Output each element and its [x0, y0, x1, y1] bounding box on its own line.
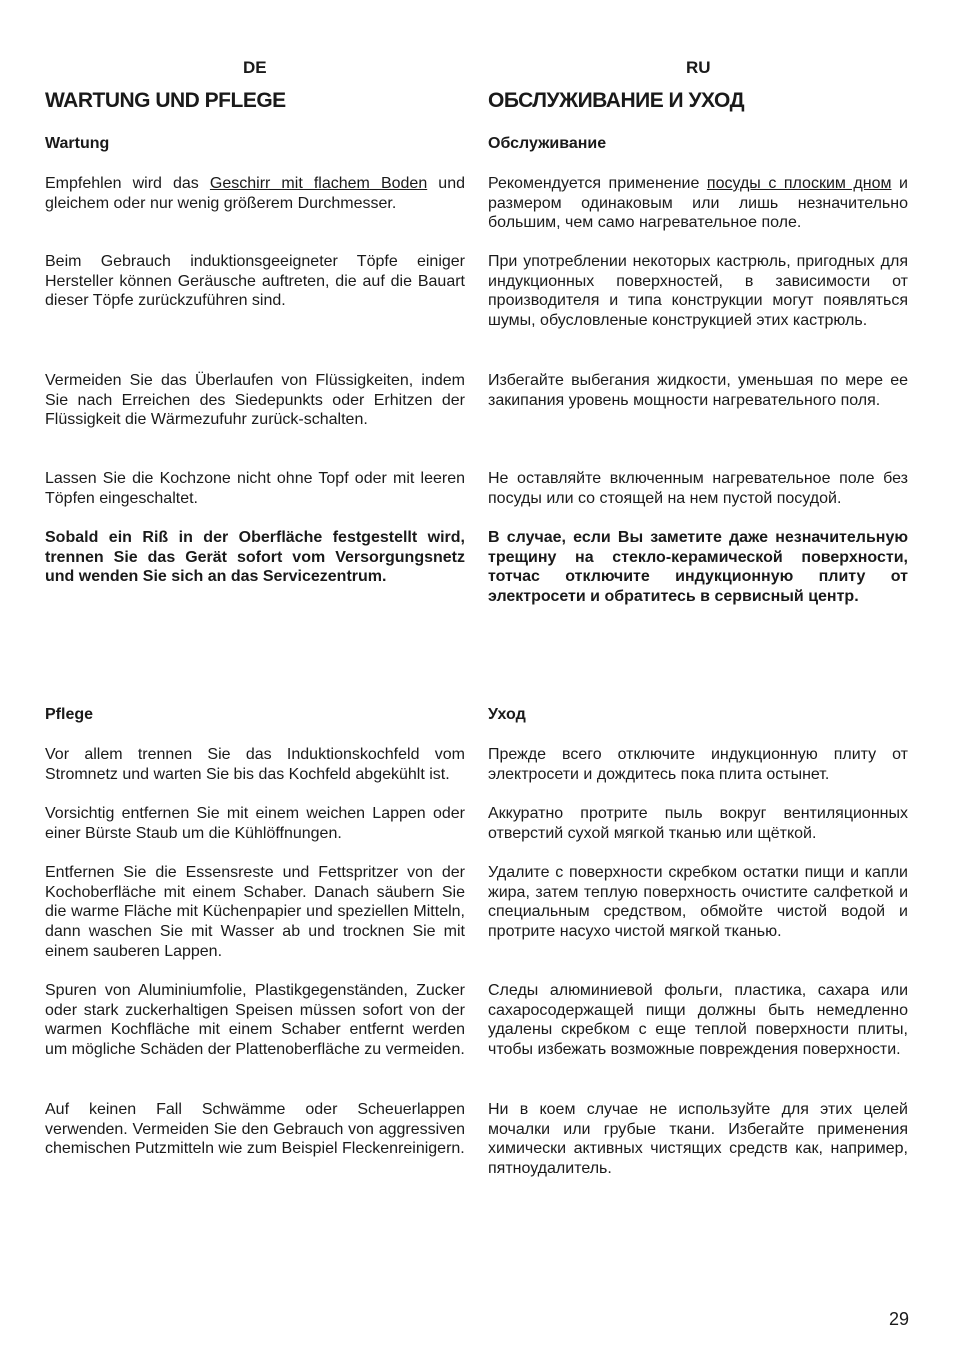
paragraph-de-6: Vor allem trennen Sie das Induktionskochfeld vom Stromnetz und warten Sie bis das Kochfeld abgekühlt ist. [45, 746, 465, 783]
section-title-ru: ОБСЛУЖИВАНИЕ И УХОД [488, 89, 745, 112]
paragraph-de-7: Vorsichtig entfernen Sie mit einem weichen Lappen oder einer Bürste Staub um die Kühlöffnungen. [45, 805, 465, 842]
paragraph-ru-9: Следы алюминиевой фольги, пластика, сахара или сахаросодержащей пищи должны быть немедленно удалены скребком с еще теплой поверхности плиты, чтобы избежать возможные повреждения поверхности. [488, 982, 908, 1059]
language-label-ru: RU [686, 58, 711, 77]
paragraph-ru-3: Избегайте выбегания жидкости, уменьшая по мере ее закипания уровень мощности нагревательного поля. [488, 372, 908, 409]
paragraph-de-1-text: Empfehlen wird das [45, 175, 210, 192]
paragraph-ru-6: Прежде всего отключите индукционную плиту от электросети и дождитесь пока плита остынет. [488, 746, 908, 783]
paragraph-de-9: Spuren von Aluminiumfolie, Plastikgegenständen, Zucker oder stark zuckerhaltigen Speisen müssen sofort von der warmen Kochfläche mit einem Schaber entfernt werden um mögliche Schäden der Plattenoberfläche zu vermeiden. [45, 982, 465, 1059]
paragraph-de-8: Entfernen Sie die Essensreste und Fettspritzer von der Kochoberfläche mit einem Schaber. Danach säubern Sie die warme Fläche mit Küchenpapier und speziellen Mitteln, dann waschen Sie mit Wasser ab und trocknen Sie mit einem sauberen Lappen. [45, 864, 465, 960]
paragraph-ru-8: Удалите с поверхности скребком остатки пищи и капли жира, затем теплую поверхность очистите салфеткой и специальным средством, обмойте чистой водой и протрите насухо чистой мягкой тканью. [488, 864, 908, 941]
language-label-de: DE [243, 58, 267, 77]
paragraph-de-3: Vermeiden Sie das Überlaufen von Flüssigkeiten, indem Sie nach Erreichen des Siedepunkts oder Erhitzen der Flüssigkeit die Wärmezufuhr zurück-schalten. [45, 372, 465, 429]
underlined-cookware-de: Geschirr mit flachem Boden [209, 175, 428, 192]
paragraph-ru-2: При употреблении некоторых кастрюль, пригодных для индукционных поверхностей, в зависимости от производителя и типа конструкции могут появляться шумы, обусловленые конструкцией этих кастрюль. [488, 253, 908, 330]
paragraph-ru-7: Аккуратно протрите пыль вокруг вентиляционных отверстий сухой мягкой тканью или щёткой. [488, 805, 908, 842]
paragraph-ru-4: Не оставляйте включенным нагревательное поле без посуды или со стоящей на нем пустой посудой. [488, 470, 908, 507]
warning-paragraph-de: Sobald ein Riß in der Oberfläche festgestellt wird, trennen Sie das Gerät sofort vom Versorgungsnetz und wenden Sie sich an das Servicezentrum. [45, 529, 465, 586]
paragraph-de-1 [45, 174, 465, 213]
paragraph-ru-1-text: Рекомендуется применение [488, 175, 707, 192]
page-number: 29 [888, 1309, 909, 1329]
paragraph-de-4: Lassen Sie die Kochzone nicht ohne Topf oder mit leeren Töpfen eingeschaltet. [45, 470, 465, 507]
subheading-obsluzhivanie: Обслуживание [488, 135, 607, 152]
section-title-de: WARTUNG UND PFLEGE [45, 89, 286, 112]
paragraph-ru-1-text-end: и размером одинаковым или лишь незначительно большим, чем само нагревательное поле. [488, 175, 908, 232]
paragraph-de-10: Auf keinen Fall Schwämme oder Scheuerlappen verwenden. Vermeiden Sie den Gebrauch von aggressiven chemischen Putzmitteln wie zum Beispiel Fleckenreinigern. [45, 1101, 465, 1158]
subheading-ukhod: Уход [488, 706, 526, 723]
underlined-cookware-ru: посуды с плоским дном [706, 175, 892, 192]
paragraph-de-2: Beim Gebrauch induktionsgeeigneter Töpfe einiger Hersteller können Geräusche auftreten, die auf die Bauart dieser Töpfe zurückzuführen sind. [45, 253, 465, 310]
paragraph-ru-10: Ни в коем случае не используйте для этих целей мочалки или грубые ткани. Избегайте применения химически активных чистящих средств как, например, пятноудалитель. [488, 1101, 908, 1178]
warning-paragraph-ru: В случае, если Вы заметите даже незначительную трещину на стекло-керамической поверхности, тотчас отключите индукционную плиту от электросети и обратитесь в сервисный центр. [488, 529, 908, 606]
paragraph-ru-1 [488, 174, 908, 233]
subheading-wartung: Wartung [45, 135, 110, 152]
subheading-pflege: Pflege [45, 706, 94, 723]
paragraph-de-1-text-end: und gleichem oder nur wenig größerem Durchmesser. [45, 175, 465, 212]
